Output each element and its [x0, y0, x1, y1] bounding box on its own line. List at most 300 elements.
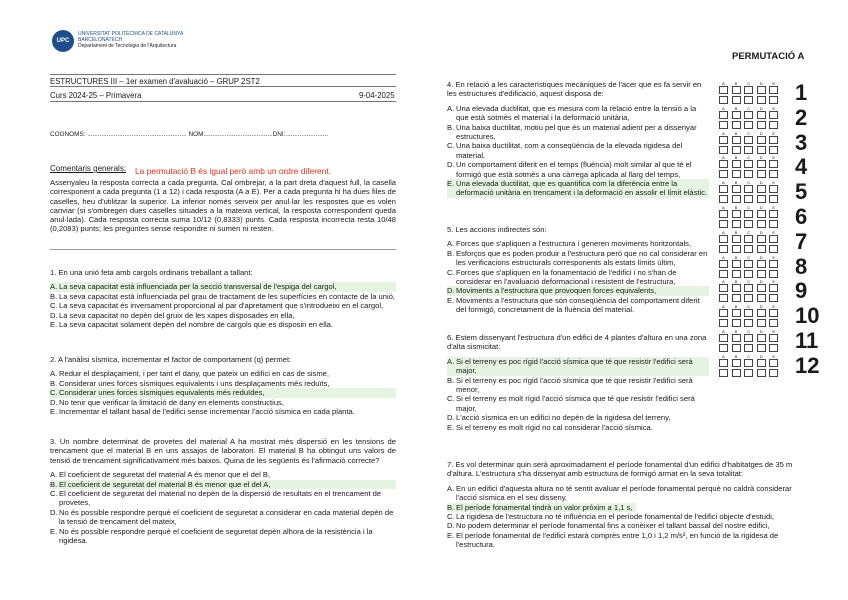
option-e[interactable]	[447, 179, 709, 198]
option-text: Reduir el desplaçament, i per tant el dany, que pateix un edifici en cas de sisme,	[59, 369, 330, 379]
answer-letter-c: C	[747, 254, 751, 260]
cancel-box-7-d[interactable]	[757, 245, 766, 253]
answer-letter-c: C	[747, 155, 751, 161]
answer-box-3-e[interactable]	[769, 136, 778, 144]
answer-box-10-a[interactable]	[719, 309, 728, 317]
answer-letter-c: C	[747, 329, 751, 334]
cancel-box-11-c[interactable]	[744, 344, 753, 352]
cancel-box-8-c[interactable]	[744, 270, 753, 278]
answer-box-7-a[interactable]	[719, 235, 728, 243]
option-e[interactable]	[447, 423, 709, 432]
cancel-box-2-d[interactable]	[757, 121, 766, 129]
option-letter: D.	[447, 160, 455, 170]
option-letter: C.	[447, 512, 455, 522]
answer-letter-b: B	[734, 130, 738, 136]
option-a[interactable]	[447, 484, 799, 503]
answer-letter-d: D	[759, 105, 763, 111]
answer-letter-a: A	[722, 353, 725, 359]
answer-box-5-a[interactable]	[719, 185, 728, 193]
cancel-box-10-a[interactable]	[719, 319, 728, 327]
option-d[interactable]	[50, 311, 396, 320]
answer-box-4-d[interactable]	[757, 160, 766, 168]
question-number: 5	[795, 179, 808, 205]
answer-box-6-c[interactable]	[744, 210, 753, 218]
question-number: 6	[795, 204, 808, 229]
cancel-box-10-b[interactable]	[732, 319, 741, 327]
option-b[interactable]	[50, 379, 396, 388]
answer-box-9-c[interactable]	[744, 284, 753, 292]
cancel-box-11-d[interactable]	[757, 344, 766, 352]
cancel-box-5-b[interactable]	[732, 195, 741, 203]
answer-box-10-b[interactable]	[732, 309, 741, 317]
option-c[interactable]	[447, 141, 709, 160]
answer-letter-a: A	[722, 329, 725, 334]
option-d[interactable]	[447, 521, 799, 530]
cancel-box-8-e[interactable]	[769, 270, 778, 278]
answer-box-6-e[interactable]	[769, 210, 778, 218]
cancel-box-10-d[interactable]	[757, 319, 766, 327]
option-text: Moviments a l'estructura que provoquen forces equivalents,	[456, 286, 657, 296]
option-letter: A.	[447, 103, 455, 113]
option-text: El període fonamental tindrà un valor pròxim a 1,1 s,	[456, 502, 633, 512]
cancel-box-9-c[interactable]	[744, 294, 753, 302]
question-stem: 3. Un nombre determinat de provetes del material A ha mostrat més dispersió en les tensions de trencament que el material B en uns assajos de laboratori. El material B ha obtingut uns valors de tensió de trencament significativament més baixos. Quina de les següents és l'afirmació correcte?	[50, 437, 396, 465]
answer-letter-d: D	[759, 279, 763, 285]
option-letter: B.	[447, 502, 455, 512]
exam-date: 9-04-2025	[359, 91, 395, 100]
answer-box-8-b[interactable]	[732, 260, 741, 268]
answer-box-12-d[interactable]	[757, 359, 766, 367]
answer-box-11-c[interactable]	[744, 334, 753, 342]
cancel-box-2-c[interactable]	[744, 121, 753, 129]
permutation-note: La permutació B és igual però amb un ordre diferent.	[135, 166, 331, 176]
answer-box-1-a[interactable]	[719, 86, 728, 94]
permutation-label: PERMUTACIÓ A	[732, 51, 805, 62]
exam-title: ESTRUCTURES III – 1er examen d'avaluació – GRUP 2ST2	[50, 77, 260, 86]
answer-letter-e: E	[772, 329, 776, 334]
option-b[interactable]	[447, 123, 709, 142]
answer-box-2-a[interactable]	[719, 111, 728, 119]
answer-letter-a: A	[722, 229, 725, 235]
option-letter: C.	[50, 301, 58, 311]
answer-letter-b: B	[734, 254, 738, 260]
answer-box-3-b[interactable]	[732, 136, 741, 144]
option-b[interactable]	[50, 480, 396, 489]
cancel-box-7-b[interactable]	[732, 245, 741, 253]
answer-box-12-b[interactable]	[732, 359, 741, 367]
question-number: 2	[795, 104, 808, 130]
answer-letter-a: A	[722, 205, 725, 210]
answer-letter-a: A	[722, 304, 725, 310]
option-d[interactable]	[447, 286, 709, 295]
answer-row-10	[719, 303, 831, 329]
cancel-box-12-d[interactable]	[757, 369, 766, 377]
answer-letter-d: D	[759, 130, 763, 136]
cancel-box-7-e[interactable]	[769, 245, 778, 253]
answer-letter-c: C	[747, 279, 751, 285]
option-a[interactable]	[447, 357, 709, 376]
answer-box-2-e[interactable]	[769, 111, 778, 119]
question-6	[447, 333, 709, 432]
answer-box-8-c[interactable]	[744, 260, 753, 268]
answer-letter-c: C	[747, 205, 751, 210]
option-text: La seva capacitat està influenciada pel grau de tractament de les superfícies en contacte de la unió,	[59, 291, 396, 301]
option-text: Esforços que es poden produir a l'estructura però que no cal considerar en les verificacions estructurals corresponents als estats límits últim,	[456, 248, 708, 268]
question-1	[50, 268, 396, 329]
answer-box-11-d[interactable]	[757, 334, 766, 342]
option-c[interactable]	[50, 388, 396, 397]
answer-letter-e: E	[772, 279, 776, 285]
question-stem: 5. Les accions indirectes són:	[447, 225, 547, 234]
option-text: La seva capacitat solament depèn del nombre de cargols que es disposin en ella.	[59, 320, 333, 330]
option-letter: E.	[447, 422, 455, 432]
cancel-box-2-b[interactable]	[732, 121, 741, 129]
answer-box-9-e[interactable]	[769, 284, 778, 292]
answer-box-3-a[interactable]	[719, 136, 728, 144]
option-text: Una baixa ductilitat, com a conseqüència de la elevada rigidesa del material,	[456, 141, 683, 160]
option-letter: A.	[447, 356, 455, 366]
cancel-box-1-c[interactable]	[744, 96, 753, 104]
cancel-box-11-e[interactable]	[769, 344, 778, 352]
option-text: El coeficient de seguretat del material A és menor que el del B,	[59, 470, 271, 480]
answer-letter-b: B	[734, 155, 738, 161]
question-stem: 1. En una unió feta amb cargols ordinaris treballant a tallant:	[50, 268, 253, 277]
answer-box-10-c[interactable]	[744, 309, 753, 317]
question-number: 4	[795, 154, 808, 180]
answer-box-4-a[interactable]	[719, 160, 728, 168]
answer-box-8-d[interactable]	[757, 260, 766, 268]
option-letter: A.	[447, 239, 455, 249]
option-text: Una elevada ductilitat, que es quantifica com la diferència entre la deformació unitària en trencament i la deformació en assolir el límit elàstic.	[456, 179, 708, 198]
option-text: Forces que s'apliquen en la fonamentació de l'edifici i no s'han de considerar en l'avaluació deformacional i resistent de l'estructura,	[456, 267, 677, 287]
option-letter: C.	[447, 267, 455, 277]
cancel-box-12-b[interactable]	[732, 369, 741, 377]
answer-box-3-c[interactable]	[744, 136, 753, 144]
option-b[interactable]	[447, 249, 709, 268]
answer-letter-c: C	[747, 105, 751, 111]
option-letter: D.	[447, 286, 455, 296]
answer-letter-b: B	[734, 180, 738, 186]
answer-letter-d: D	[759, 329, 763, 334]
cancel-box-10-e[interactable]	[769, 319, 778, 327]
answer-box-2-d[interactable]	[757, 111, 766, 119]
divider	[50, 101, 396, 102]
cancel-box-6-c[interactable]	[744, 220, 753, 228]
answer-box-7-d[interactable]	[757, 235, 766, 243]
answer-box-11-e[interactable]	[769, 334, 778, 342]
upc-logo: UPC	[52, 30, 74, 52]
answer-box-1-e[interactable]	[769, 86, 778, 94]
answer-letter-b: B	[734, 279, 738, 285]
option-b[interactable]	[447, 503, 636, 512]
option-letter: D.	[447, 413, 455, 423]
cancel-box-3-d[interactable]	[757, 146, 766, 154]
option-text: No tenir que verificar la limitació de dany en elements constructius,	[59, 397, 284, 407]
cancel-box-3-a[interactable]	[719, 146, 728, 154]
cancel-box-4-d[interactable]	[757, 170, 766, 178]
answer-letter-a: A	[722, 81, 725, 86]
answer-row-1	[719, 80, 831, 105]
answer-box-8-a[interactable]	[719, 260, 728, 268]
answer-letter-d: D	[759, 205, 763, 210]
answer-box-12-e[interactable]	[769, 359, 778, 367]
option-text: Una elevada ductilitat, que es mesura com la relació entre la tensió a la que està sotmès el material i la deformació unitària,	[456, 103, 697, 123]
option-letter: A.	[50, 282, 58, 292]
cancel-box-12-e[interactable]	[769, 369, 778, 377]
question-number: 8	[795, 253, 808, 279]
answer-letter-d: D	[759, 180, 763, 186]
cancel-box-7-c[interactable]	[744, 245, 753, 253]
option-text: La rigidesa de l'estructura no té influència en el període fonamental de l'edifici objecte d'estudi,	[456, 512, 775, 522]
answer-box-7-c[interactable]	[744, 235, 753, 243]
cancel-box-3-e[interactable]	[769, 146, 778, 154]
option-letter: A.	[447, 483, 455, 493]
university-name	[78, 31, 188, 49]
answer-letter-a: A	[722, 130, 725, 136]
cancel-box-8-d[interactable]	[757, 270, 766, 278]
option-text: Si el terreny es molt rígid l'acció sísmica que té que resistir l'edifici serà major,	[456, 394, 695, 413]
answer-box-7-e[interactable]	[769, 235, 778, 243]
question-stem: 2. A l'anàlisi sísmica, incrementar el factor de comportament (q) permet:	[50, 355, 292, 364]
option-d[interactable]	[447, 160, 709, 179]
answer-box-6-d[interactable]	[757, 210, 766, 218]
answer-box-5-e[interactable]	[769, 185, 778, 193]
answer-box-1-d[interactable]	[757, 86, 766, 94]
cancel-box-12-a[interactable]	[719, 369, 728, 377]
cancel-box-5-d[interactable]	[757, 195, 766, 203]
option-text: No podem determinar el període fonamental fins a conèixer el tallant bassal del nostre edifici,	[456, 521, 770, 531]
option-c[interactable]	[447, 268, 709, 287]
cancel-box-1-b[interactable]	[732, 96, 741, 104]
answer-row-4	[719, 154, 831, 180]
option-e[interactable]	[447, 296, 709, 315]
question-7	[447, 460, 799, 550]
option-text: Si el terreny es poc rígid l'acció sísmica que té que resistir l'edifici serà menor,	[456, 375, 693, 395]
option-letter: B.	[447, 248, 455, 258]
answer-box-5-b[interactable]	[732, 185, 741, 193]
cancel-box-2-a[interactable]	[719, 121, 728, 129]
answer-row-12	[719, 352, 831, 378]
cancel-box-9-d[interactable]	[757, 294, 766, 302]
cancel-box-6-e[interactable]	[769, 220, 778, 228]
option-e[interactable]	[50, 527, 396, 546]
option-text: Considerar unes forces sísmiques equivalents més reduïdes,	[59, 388, 265, 398]
answer-letter-d: D	[759, 353, 763, 359]
answer-letter-e: E	[772, 304, 776, 310]
cancel-box-12-c[interactable]	[744, 369, 753, 377]
answer-row-11	[719, 328, 831, 353]
cancel-box-4-b[interactable]	[732, 170, 741, 178]
question-number: 11	[795, 328, 819, 353]
answer-box-12-a[interactable]	[719, 359, 728, 367]
option-text: La seva capacitat està influenciada per la secció transversal de l'espiga del cargol,	[59, 282, 337, 292]
question-3	[50, 437, 396, 545]
option-letter: C.	[50, 388, 58, 398]
option-a[interactable]	[447, 104, 709, 123]
answer-letter-a: A	[722, 254, 725, 260]
cancel-box-9-b[interactable]	[732, 294, 741, 302]
cancel-box-5-c[interactable]	[744, 195, 753, 203]
answer-box-6-a[interactable]	[719, 210, 728, 218]
cancel-box-8-a[interactable]	[719, 270, 728, 278]
option-a[interactable]	[447, 239, 709, 248]
answer-box-11-a[interactable]	[719, 334, 728, 342]
option-letter: A.	[50, 470, 58, 480]
option-letter: D.	[50, 397, 58, 407]
answer-box-5-d[interactable]	[757, 185, 766, 193]
answer-letter-a: A	[722, 105, 725, 111]
answer-box-7-b[interactable]	[732, 235, 741, 243]
option-letter: B.	[50, 291, 58, 301]
question-number: 9	[795, 278, 808, 304]
answer-letter-b: B	[734, 353, 738, 359]
answer-box-4-b[interactable]	[732, 160, 741, 168]
option-text: No és possible respondre perquè el coeficient de seguretat depèn alhora de la resistència i la rigidesa.	[59, 526, 373, 546]
option-letter: E.	[447, 530, 455, 540]
answer-box-11-b[interactable]	[732, 334, 741, 342]
option-letter: E.	[50, 320, 58, 330]
option-text: Un comportament diferit en el temps (fluència) molt similar al que té el formigó que està sotmès a una càrrega aplicada al llarg del temps,	[456, 160, 692, 179]
option-text: En un edifici d'aquesta altura no té sentit avaluar el període fonamental perquè no caldrà considerar l'acció sísmica en el seu disseny,	[456, 483, 792, 503]
cancel-box-7-a[interactable]	[719, 245, 728, 253]
cancel-box-9-a[interactable]	[719, 294, 728, 302]
option-text: Incrementar el tallant basal de l'edifici sense incrementar l'acció sísmica en cada planta.	[59, 407, 355, 417]
question-5	[447, 225, 709, 315]
option-text: Considerar unes forces sísmiques equivalents i uns desplaçaments més reduïts,	[59, 378, 330, 388]
question-number: 7	[795, 228, 808, 254]
option-letter: E.	[447, 179, 455, 189]
option-letter: D.	[50, 310, 58, 320]
option-letter: B.	[50, 378, 58, 388]
instructions-text: Assenyaleu la resposta correcta a cada pregunta. Cal ombrejar, a la part dreta d'aquest full, la casella corresponent a cada pregunta (1 a 12) i cada resposta (A a E). Per a cada pregunta hi ha dues files de caselles, heu d'utilitzar la superior. La inferior només serveix per anul·lar les respostes que es volen canviar (si s'ombregen dues caselles situades a la mateixa vertical, la resposta correspondent queda anul·lada). Cada resposta correcta suma 10/12 (0,8333) punts. Cada resposta incorrecta resta 10/48 (0,2083) punts; les preguntes sense respondre ni sumen ni resten.	[50, 178, 396, 234]
cancel-box-2-e[interactable]	[769, 121, 778, 129]
option-d[interactable]	[50, 508, 396, 527]
answer-row-6	[719, 204, 831, 229]
option-e[interactable]	[447, 531, 799, 550]
option-a[interactable]	[50, 282, 396, 291]
question-number: 12	[795, 352, 820, 378]
cancel-box-6-a[interactable]	[719, 220, 728, 228]
answer-row-7	[719, 228, 831, 254]
answer-box-2-c[interactable]	[744, 111, 753, 119]
option-b[interactable]	[447, 376, 709, 395]
answer-box-4-c[interactable]	[744, 160, 753, 168]
answer-box-9-a[interactable]	[719, 284, 728, 292]
answer-letter-e: E	[772, 353, 776, 359]
cancel-box-4-c[interactable]	[744, 170, 753, 178]
cancel-box-4-e[interactable]	[769, 170, 778, 178]
answer-box-3-d[interactable]	[757, 136, 766, 144]
course-label: Curs 2024-25 – Primavera	[50, 91, 142, 100]
answer-letter-e: E	[772, 254, 776, 260]
answer-box-6-b[interactable]	[732, 210, 741, 218]
option-a[interactable]	[50, 369, 396, 378]
option-text: Si el terreny es molt rígid no cal considerar l'acció sísmica.	[456, 422, 653, 432]
answer-letter-d: D	[759, 229, 763, 235]
cancel-box-6-d[interactable]	[757, 220, 766, 228]
option-b[interactable]	[50, 292, 396, 301]
answer-box-1-c[interactable]	[744, 86, 753, 94]
option-a[interactable]	[50, 470, 396, 479]
university-line2: BARCELONATECH	[78, 37, 123, 43]
answer-letter-b: B	[734, 81, 738, 86]
option-c[interactable]	[447, 512, 799, 521]
cancel-box-11-a[interactable]	[719, 344, 728, 352]
option-e[interactable]	[50, 407, 396, 416]
option-letter: D.	[50, 507, 58, 517]
answer-row-3	[719, 129, 831, 155]
answer-row-5	[719, 179, 831, 205]
answer-row-8	[719, 253, 831, 279]
cancel-box-1-d[interactable]	[757, 96, 766, 104]
option-letter: A.	[50, 369, 58, 379]
cancel-box-11-b[interactable]	[732, 344, 741, 352]
question-number: 10	[795, 303, 820, 329]
cancel-box-4-a[interactable]	[719, 170, 728, 178]
option-letter: E.	[50, 526, 58, 536]
answer-box-9-b[interactable]	[732, 284, 741, 292]
answer-box-5-c[interactable]	[744, 185, 753, 193]
cancel-box-10-c[interactable]	[744, 319, 753, 327]
answer-letter-b: B	[734, 329, 738, 334]
cancel-box-3-b[interactable]	[732, 146, 741, 154]
answer-box-10-d[interactable]	[757, 309, 766, 317]
cancel-box-9-e[interactable]	[769, 294, 778, 302]
student-name-field[interactable]: COGNOMS: ........................................................ NOM:......................................DNI:........................	[50, 131, 329, 138]
cancel-box-5-a[interactable]	[719, 195, 728, 203]
answer-row-9	[719, 278, 831, 304]
question-stem: 4. En relació a les característiques mecàniques de l'acer que es fa servir en les estructures d'edificació, aquest disposa de:	[447, 80, 702, 99]
answer-box-10-e[interactable]	[769, 309, 778, 317]
answer-row-2	[719, 104, 831, 130]
answer-box-2-b[interactable]	[732, 111, 741, 119]
answer-letter-c: C	[747, 81, 751, 86]
answer-box-4-e[interactable]	[769, 160, 778, 168]
question-number: 1	[795, 80, 808, 105]
option-letter: C.	[447, 141, 455, 151]
option-text: L'acció sísmica en un edifici no depèn de la rigidesa del terreny,	[456, 413, 671, 423]
option-d[interactable]	[447, 413, 709, 422]
answer-letter-e: E	[772, 81, 776, 86]
option-text: La seva capacitat no depèn del gruix de les xapes disposades en ella,	[59, 310, 295, 320]
answer-letter-d: D	[759, 254, 763, 260]
option-letter: E.	[50, 407, 58, 417]
option-c[interactable]	[447, 394, 709, 413]
answer-box-8-e[interactable]	[769, 260, 778, 268]
cancel-box-8-b[interactable]	[732, 270, 741, 278]
option-e[interactable]	[50, 320, 396, 329]
cancel-box-6-b[interactable]	[732, 220, 741, 228]
answer-box-9-d[interactable]	[757, 284, 766, 292]
answer-box-12-c[interactable]	[744, 359, 753, 367]
cancel-box-3-c[interactable]	[744, 146, 753, 154]
answer-letter-b: B	[734, 304, 738, 310]
option-letter: C.	[447, 394, 455, 404]
answer-letter-c: C	[747, 353, 751, 359]
answer-letter-b: B	[734, 205, 738, 210]
question-2	[50, 355, 396, 416]
option-letter: B.	[50, 479, 58, 489]
option-c[interactable]	[50, 301, 396, 310]
answer-letter-e: E	[772, 130, 776, 136]
cancel-box-1-a[interactable]	[719, 96, 728, 104]
answer-box-1-b[interactable]	[732, 86, 741, 94]
option-text: El període fonamental de l'edifici estarà comprès entre 1,0 i 1,2 m/s², en funció de la rigidesa de l'estructura.	[456, 530, 779, 550]
option-d[interactable]	[50, 398, 396, 407]
cancel-box-5-e[interactable]	[769, 195, 778, 203]
option-c[interactable]	[50, 489, 396, 508]
cancel-box-1-e[interactable]	[769, 96, 778, 104]
